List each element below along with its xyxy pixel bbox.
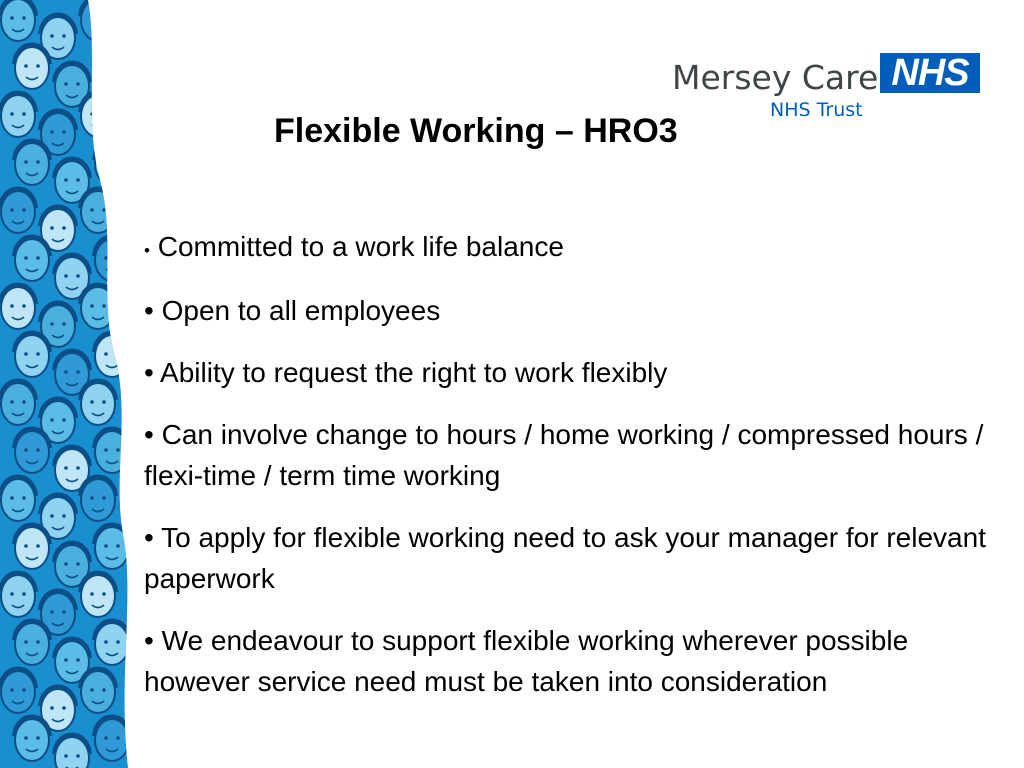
crowd-eye [64, 82, 68, 86]
crowd-eye [22, 400, 26, 404]
crowd-eye [62, 706, 66, 710]
crowd-face [95, 47, 129, 89]
crowd-eye [62, 610, 66, 614]
crowd-eye [90, 16, 94, 20]
crowd-eye [76, 562, 80, 566]
crowd-eye [64, 274, 68, 278]
crowd-eye [116, 544, 120, 548]
bullet-text: We endeavour to support flexible working wherever possible however service need must be taken into consideration [144, 625, 909, 697]
bullet-dot: • [144, 295, 154, 326]
crowd-eye [24, 160, 28, 164]
people-crowd-illustration [0, 0, 132, 768]
crowd-eye [102, 208, 106, 212]
crowd-eye [76, 274, 80, 278]
crowd-eye [104, 544, 108, 548]
crowd-face [1, 0, 35, 41]
crowd-mouth [92, 125, 104, 128]
crowd-eye [102, 112, 106, 116]
crowd-face [1, 671, 35, 713]
crowd-eye [90, 304, 94, 308]
crowd-eye [22, 16, 26, 20]
crowd-mouth [106, 173, 118, 176]
crowd-eye [116, 352, 120, 356]
crowd-eye [22, 496, 26, 500]
crowd-face [95, 719, 129, 761]
crowd-eye [102, 496, 106, 500]
crowd-eye [10, 304, 14, 308]
crowd-eye [24, 544, 28, 548]
crowd-face [15, 623, 49, 665]
crowd-eye [24, 352, 28, 356]
crowd-face [81, 479, 115, 521]
bullet-text: Open to all employees [161, 295, 441, 326]
crowd-face [1, 191, 35, 233]
crowd-eye [22, 208, 26, 212]
crowd-eye [36, 736, 40, 740]
nhs-logo-box [880, 53, 980, 93]
crowd-eye [102, 16, 106, 20]
crowd-eye [104, 256, 108, 260]
crowd-face [81, 287, 115, 329]
crowd-face [81, 671, 115, 713]
crowd-face [81, 575, 115, 617]
crowd-eye [36, 640, 40, 644]
crowd-eye [116, 448, 120, 452]
crowd-eye [24, 256, 28, 260]
crowd-eye [50, 418, 54, 422]
crowd-mouth [106, 77, 118, 80]
crowd-eye [104, 448, 108, 452]
crowd-eye [64, 754, 68, 758]
crowd-eye [102, 304, 106, 308]
crowd-hair [94, 45, 130, 65]
crowd-eye [50, 610, 54, 614]
crowd-eye [64, 562, 68, 566]
crowd-eye [90, 592, 94, 596]
crowd-eye [22, 304, 26, 308]
crowd-face [81, 95, 115, 137]
crowd-eye [36, 160, 40, 164]
crowd-eye [62, 226, 66, 230]
crowd-face [15, 527, 49, 569]
crowd-eye [36, 544, 40, 548]
crowd-face [15, 47, 49, 89]
crowd-eye [50, 226, 54, 230]
crowd-eye [24, 640, 28, 644]
crowd-eye [24, 64, 28, 68]
crowd-eye [90, 112, 94, 116]
crowd-eye [102, 400, 106, 404]
crowd-eye [116, 736, 120, 740]
bullet-list [144, 226, 1004, 723]
crowd-hair [94, 141, 130, 161]
crowd-eye [10, 112, 14, 116]
bullet-dot: • [144, 419, 154, 450]
crowd-eye [50, 514, 54, 518]
crowd-eye [76, 178, 80, 182]
crowd-face [1, 95, 35, 137]
nhs-logo-text: NHS [891, 52, 969, 94]
crowd-eye [22, 592, 26, 596]
crowd-eye [36, 448, 40, 452]
crowd-eye [62, 418, 66, 422]
crowd-eye [102, 592, 106, 596]
bullet-dot: • [144, 241, 150, 260]
crowd-eye [62, 322, 66, 326]
crowd-face [95, 527, 129, 569]
crowd-eye [64, 178, 68, 182]
crowd-eye [64, 466, 68, 470]
crowd-eye [90, 400, 94, 404]
crowd-eye [116, 640, 120, 644]
crowd-eye [10, 688, 14, 692]
logo-organization-name: Mersey Care [672, 58, 879, 97]
bullet-item [144, 226, 1004, 271]
crowd-face [15, 431, 49, 473]
crowd-eye [50, 322, 54, 326]
crowd-face [1, 479, 35, 521]
crowd-face [81, 191, 115, 233]
crowd-eye [116, 64, 120, 68]
bullet-item [144, 414, 1004, 496]
crowd-eye [76, 466, 80, 470]
bullet-item [144, 517, 1004, 599]
crowd-face [95, 623, 129, 665]
crowd-eye [10, 592, 14, 596]
crowd-face [95, 143, 129, 185]
crowd-eye [64, 658, 68, 662]
crowd-eye [90, 688, 94, 692]
crowd-face [95, 431, 129, 473]
bullet-text: Committed to a work life balance [157, 231, 564, 262]
mersey-care-nhs-logo [672, 50, 992, 130]
bullet-item [144, 352, 1004, 393]
crowd-eye [62, 130, 66, 134]
crowd-face [15, 335, 49, 377]
crowd-eye [36, 256, 40, 260]
crowd-eye [76, 82, 80, 86]
crowd-eye [10, 16, 14, 20]
crowd-eye [62, 34, 66, 38]
crowd-face [15, 143, 49, 185]
crowd-face [1, 287, 35, 329]
crowd-eye [36, 64, 40, 68]
crowd-face [81, 0, 115, 41]
crowd-eye [50, 34, 54, 38]
crowd-eye [90, 208, 94, 212]
crowd-eye [22, 688, 26, 692]
crowd-face [1, 575, 35, 617]
bullet-item [144, 620, 1004, 702]
crowd-eye [10, 400, 14, 404]
logo-trust-name: NHS Trust [770, 99, 863, 121]
bullet-dot: • [144, 522, 154, 553]
bullet-item [144, 290, 1004, 331]
crowd-eye [50, 130, 54, 134]
bullet-text: Can involve change to hours / home working / compressed hours / flexi-time / term time working [144, 419, 984, 491]
crowd-eye [104, 160, 108, 164]
crowd-eye [104, 64, 108, 68]
crowd-eye [104, 736, 108, 740]
crowd-eye [24, 736, 28, 740]
crowd-eye [24, 448, 28, 452]
crowd-eye [10, 496, 14, 500]
bullet-dot: • [144, 625, 154, 656]
crowd-eye [104, 352, 108, 356]
crowd-eye [36, 352, 40, 356]
crowd-mouth [92, 29, 104, 32]
crowd-mouth [106, 269, 118, 272]
crowd-eye [116, 160, 120, 164]
crowd-face [81, 383, 115, 425]
crowd-face [15, 719, 49, 761]
crowd-eye [116, 256, 120, 260]
crowd-eye [22, 112, 26, 116]
crowd-eye [102, 688, 106, 692]
bullet-dot: • [144, 357, 154, 388]
crowd-face [1, 383, 35, 425]
bullet-text: To apply for flexible working need to ask your manager for relevant paperwork [144, 522, 986, 594]
crowd-eye [64, 370, 68, 374]
bullet-text: Ability to request the right to work flexibly [160, 357, 668, 388]
crowd-eye [10, 208, 14, 212]
crowd-eye [76, 754, 80, 758]
crowd-eye [62, 514, 66, 518]
crowd-eye [76, 370, 80, 374]
crowd-eye [104, 640, 108, 644]
crowd-face [95, 335, 129, 377]
crowd-eye [76, 658, 80, 662]
crowd-eye [50, 706, 54, 710]
crowd-face [95, 239, 129, 281]
crowd-face [15, 239, 49, 281]
crowd-eye [90, 496, 94, 500]
slide-title: Flexible Working – HRO3 [274, 112, 678, 150]
